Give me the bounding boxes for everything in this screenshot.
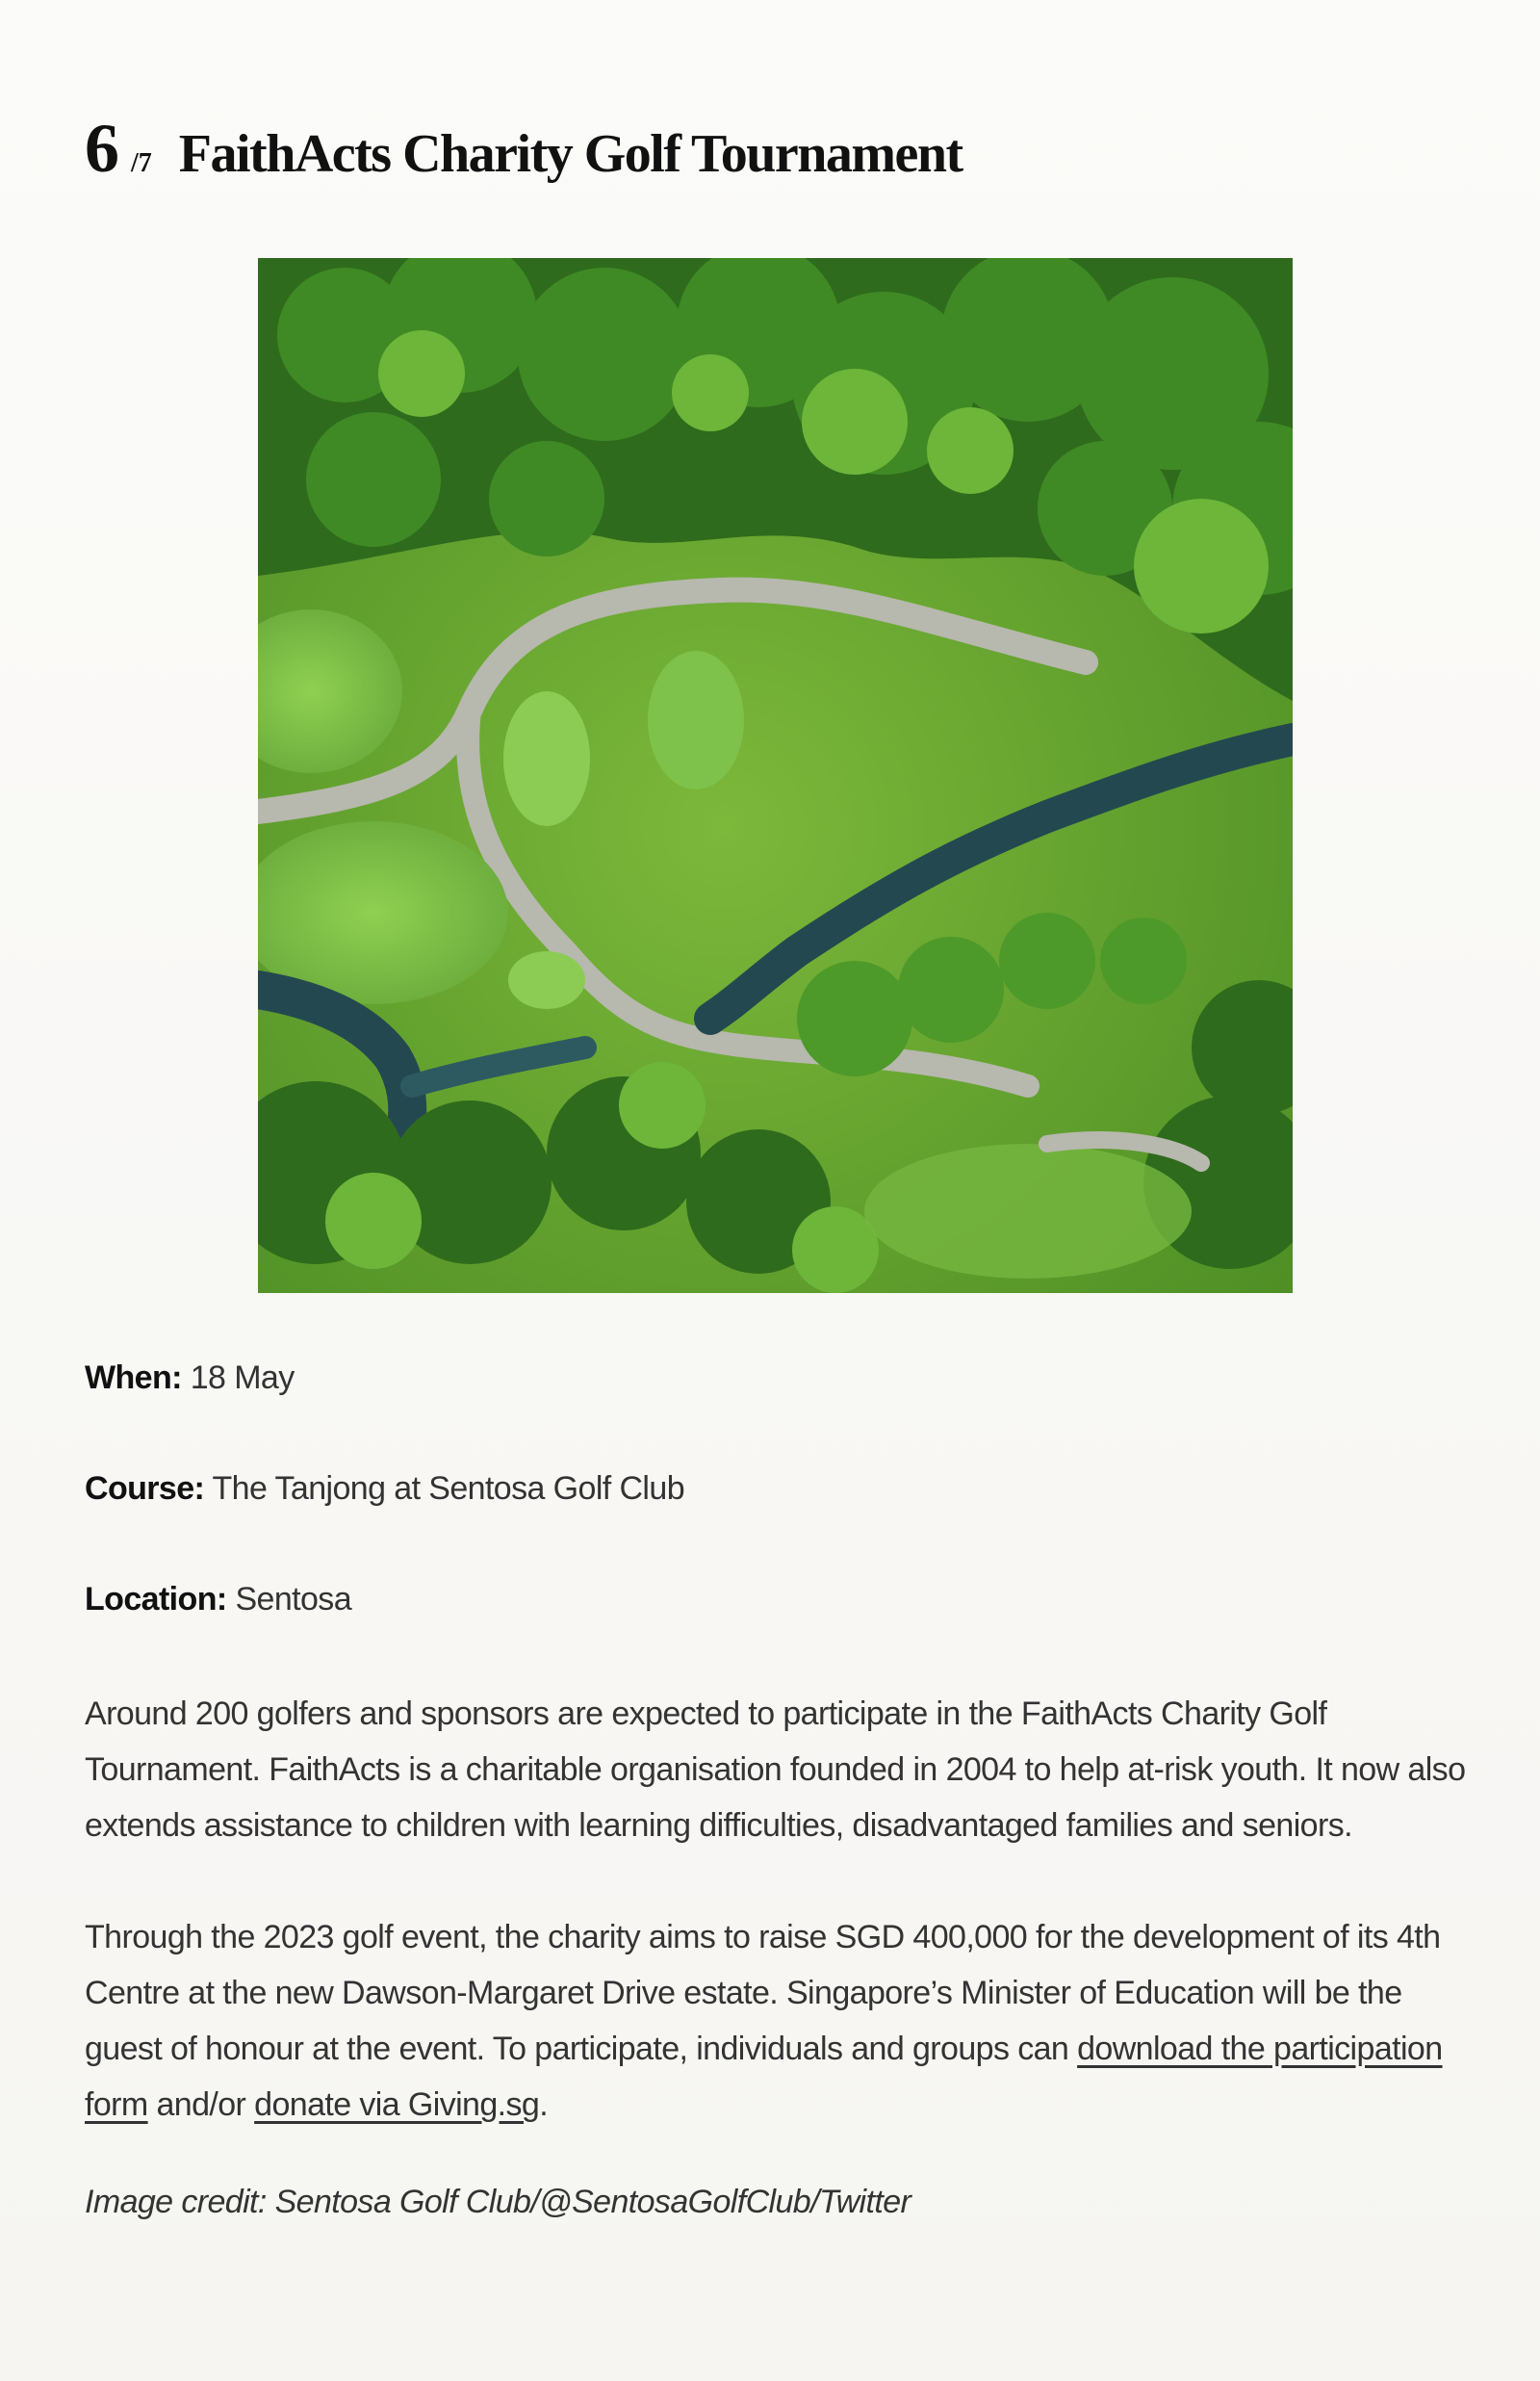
donate-link[interactable]: donate via Giving.sg	[254, 2086, 540, 2123]
article-title: FaithActs Charity Golf Tournament	[178, 124, 962, 184]
when-label: When:	[85, 1359, 182, 1396]
connector-text: and/or	[156, 2086, 246, 2123]
location-label: Location:	[85, 1581, 227, 1618]
when-value: 18 May	[190, 1359, 295, 1396]
location-value: Sentosa	[235, 1581, 352, 1618]
item-number: 6	[85, 110, 119, 187]
description-paragraph: Around 200 golfers and sponsors are expected to participate in the FaithActs Charity Golf Tournament. FaithActs is a charitable organisation founded in 2004 to help at-risk youth. It now also extends assistance to children with learning difficulties, disadvantaged families and seniors.	[85, 1695, 1466, 1844]
item-total: /7	[131, 148, 152, 178]
fundraising-text: Through the 2023 golf event, the charity aims to raise SGD 400,000 for the development of its 4th Centre at the new Dawson-Margaret Drive estate. Singapore’s Minister of Education will be the guest of honour at the event. To participate, individuals and groups can	[85, 1919, 1441, 2067]
fundraising-paragraph	[85, 1909, 1471, 2133]
event-location	[85, 1581, 351, 1618]
event-course	[85, 1470, 684, 1508]
course-value: The Tanjong at Sentosa Golf Club	[212, 1470, 685, 1507]
golf-course-photo-icon	[258, 258, 1293, 1293]
course-label: Course:	[85, 1470, 205, 1507]
period-text: .	[539, 2086, 549, 2123]
event-date	[85, 1359, 295, 1397]
golf-course-photo	[258, 258, 1293, 1293]
article-heading	[85, 110, 962, 187]
participation-form-link[interactable]: download the participation form	[85, 2031, 1443, 2123]
image-credit: Image credit: Sentosa Golf Club/@SentosaGolfClub/Twitter	[85, 2184, 911, 2220]
